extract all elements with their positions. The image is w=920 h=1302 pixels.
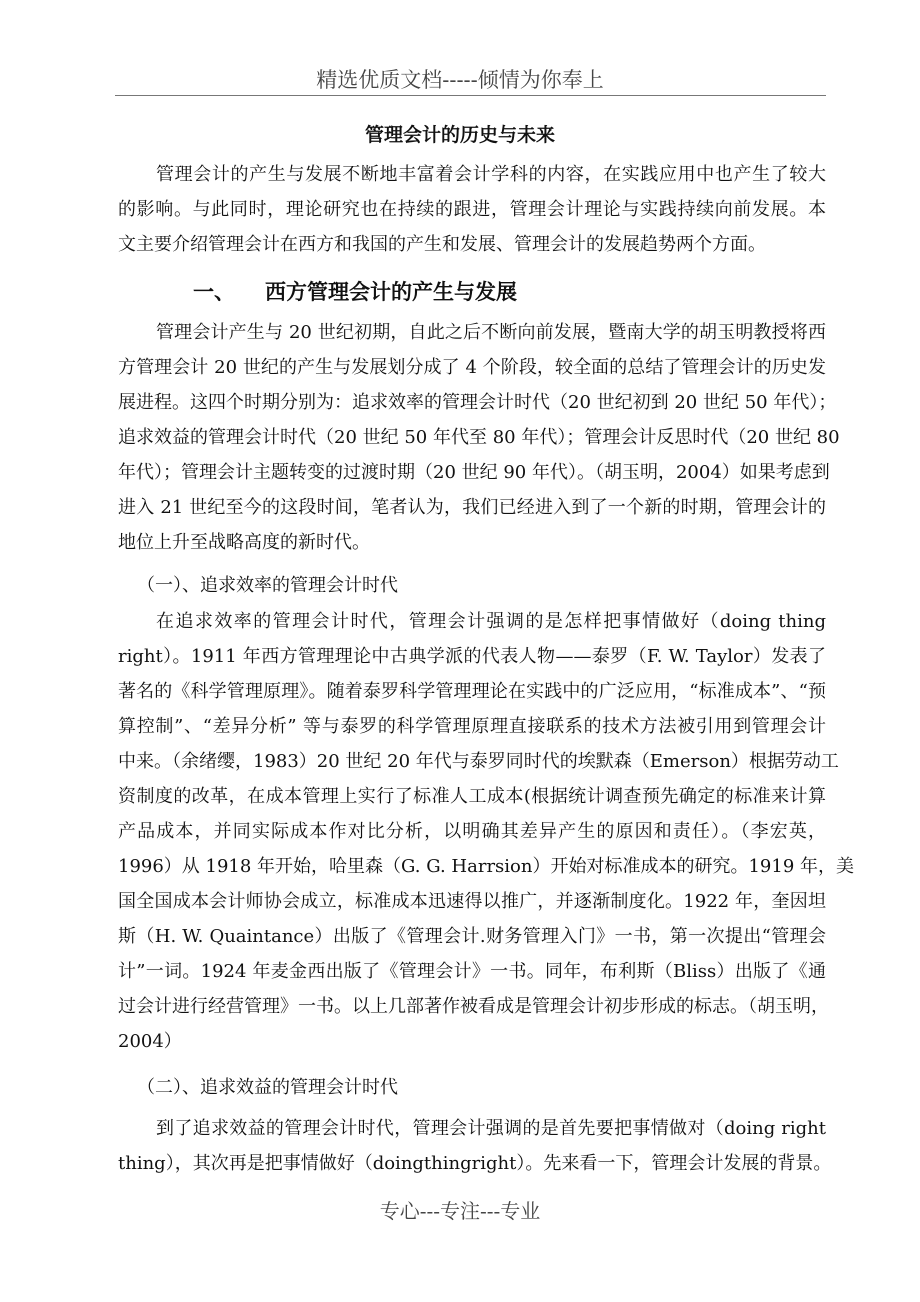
text-line: 的影响。与此同时，理论研究也在持续的跟进，管理会计理论与实践持续向前发展。本 xyxy=(118,199,826,220)
paragraph-3 xyxy=(118,604,855,1059)
text-line: right）。1911 年西方管理理论中古典学派的代表人物——泰罗（F. W. Taylor）发表了 xyxy=(118,646,826,667)
paragraph-4 xyxy=(118,1111,832,1181)
text-line: 进入 21 世纪至今的这段时间，笔者认为，我们已经进入到了一个新的时期，管理会计的 xyxy=(118,497,826,518)
text-line: 管理会计的产生与发展不断地丰富着会计学科的内容，在实践应用中也产生了较大 xyxy=(156,164,826,185)
text-line: 展进程。这四个时期分别为：追求效率的管理会计时代（20 世纪初到 20 世纪 50 年代）； xyxy=(118,392,837,413)
text-line: 算控制”、“差异分析” 等与泰罗的科学管理原理直接联系的技术方法被引用到管理会计 xyxy=(118,716,826,737)
text-line: 文主要介绍管理会计在西方和我国的产生和发展、管理会计的发展趋势两个方面。 xyxy=(118,234,766,255)
intro-paragraph xyxy=(118,157,826,262)
text-line: 追求效益的管理会计时代（20 世纪 50 年代至 80 年代）；管理会计反思时代（20 世纪 80 xyxy=(118,427,840,448)
section-number: 一、 xyxy=(193,279,235,304)
section-title: 西方管理会计的产生与发展 xyxy=(265,279,517,304)
page-footer: 专心---专注---专业 xyxy=(379,1199,541,1223)
text-line: 过会计进行经营管理》一书。以上几部著作被看成是管理会计初步形成的标志。（胡玉明， xyxy=(118,996,829,1017)
page-header: 精选优质文档-----倾情为你奉上 xyxy=(316,68,604,92)
text-line: 产品成本，并同实际成本作对比分析，以明确其差异产生的原因和责任）。（李宏英， xyxy=(118,821,826,842)
text-line: 国全国成本会计师协会成立，标准成本迅速得以推广，并逐渐制度化。1922 年，奎因坦 xyxy=(118,891,826,912)
subsection-heading-2: （二）、追求效益的管理会计时代 xyxy=(137,1077,398,1098)
header-rule xyxy=(115,95,826,96)
paragraph-2 xyxy=(118,315,840,560)
text-line: 计”一词。1924 年麦金西出版了《管理会计》一书。同年，布利斯（Bliss）出版了《通 xyxy=(118,961,826,982)
text-line: 2004） xyxy=(118,1031,182,1052)
text-line: 年代）；管理会计主题转变的过渡时期（20 世纪 90 年代）。（胡玉明，2004）如果考虑到 xyxy=(118,462,830,483)
text-line: 斯（H. W. Quaintance）出版了《管理会计.财务管理入门》一书，第一次提出“管理会 xyxy=(118,926,826,947)
section-heading xyxy=(193,276,517,306)
text-line: thing），其次再是把事情做好（doingthingright）。先来看一下，管理会计发展的背景。 xyxy=(118,1153,832,1174)
text-line: 管理会计产生与 20 世纪初期，自此之后不断向前发展，暨南大学的胡玉明教授将西 xyxy=(156,322,826,343)
text-line: 1996）从 1918 年开始，哈里森（G. G. Harrsion）开始对标准成本的研究。1919 年，美 xyxy=(118,856,855,877)
text-line: 著名的《科学管理原理》。随着泰罗科学管理理论在实践中的广泛应用，“标准成本”、“预 xyxy=(118,681,826,702)
subsection-heading-1: （一）、追求效率的管理会计时代 xyxy=(137,575,398,596)
text-line: 方管理会计 20 世纪的产生与发展划分成了 4 个阶段，较全面的总结了管理会计的历史发 xyxy=(118,357,826,378)
text-line: 资制度的改革，在成本管理上实行了标准人工成本(根据统计调查预先确定的标准来计算 xyxy=(118,786,826,807)
text-line: 在追求效率的管理会计时代，管理会计强调的是怎样把事情做好（doing thing xyxy=(156,611,826,632)
text-line: 地位上升至战略高度的新时代。 xyxy=(118,532,370,553)
text-line: 中来。（余绪缨，1983）20 世纪 20 年代与泰罗同时代的埃默森（Emerson）根据劳动工 xyxy=(118,751,839,772)
text-line: 到了追求效益的管理会计时代，管理会计强调的是首先要把事情做对（doing right xyxy=(156,1118,826,1139)
document-title: 管理会计的历史与未来 xyxy=(364,124,555,146)
